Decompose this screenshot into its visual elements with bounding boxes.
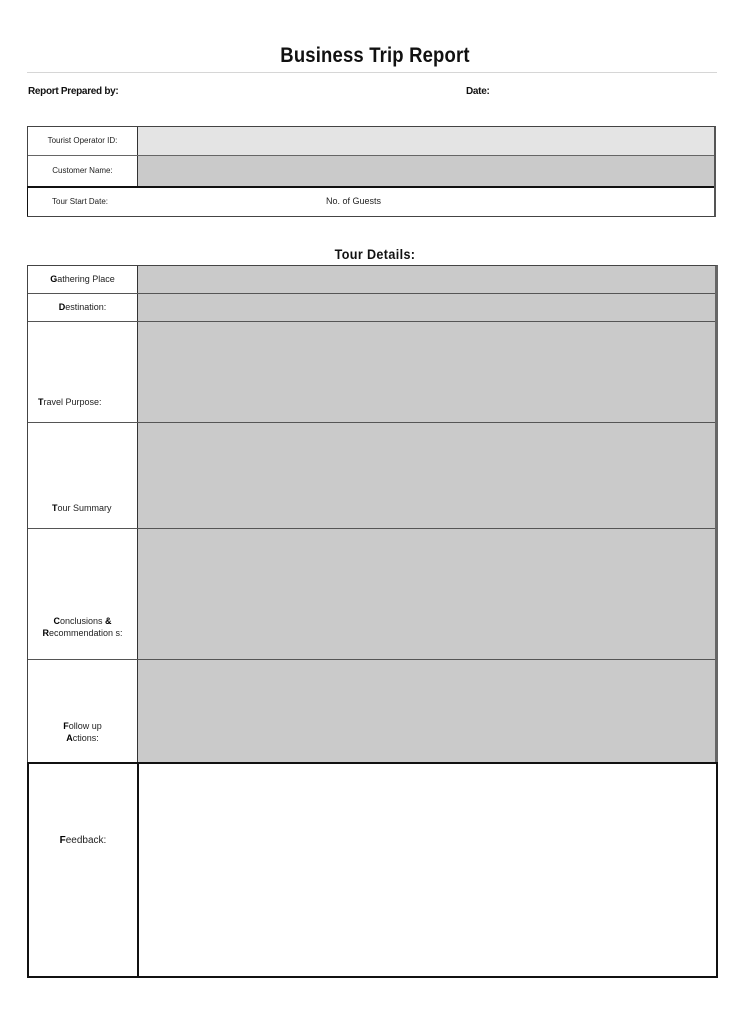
tourist-operator-id-row xyxy=(28,127,714,156)
feedback-label: Feedback: xyxy=(29,764,139,976)
tourist-operator-id-field[interactable] xyxy=(138,127,714,155)
feedback-field[interactable] xyxy=(139,764,716,976)
info-table xyxy=(27,126,716,217)
prepared-by-label: Report Prepared by: xyxy=(28,86,119,97)
report-title: Business Trip Report xyxy=(280,44,470,67)
no-of-guests-label: No. of Guests xyxy=(326,196,382,206)
follow-up-label: Follow up Actions: xyxy=(28,660,138,762)
gathering-place-row xyxy=(28,266,715,294)
tour-summary-field[interactable] xyxy=(138,423,715,528)
customer-name-row xyxy=(28,156,714,186)
destination-field[interactable] xyxy=(138,294,715,321)
feedback-row xyxy=(29,764,716,976)
follow-up-row xyxy=(28,660,715,763)
destination-row xyxy=(28,294,715,322)
gathering-place-field[interactable] xyxy=(138,266,715,293)
conclusions-row xyxy=(28,529,715,660)
tour-start-date-label: Tour Start Date: xyxy=(52,197,109,206)
tourist-operator-id-label: Tourist Operator ID: xyxy=(28,127,138,155)
tour-start-row[interactable] xyxy=(27,186,714,216)
travel-purpose-row xyxy=(28,322,715,423)
date-label: Date: xyxy=(466,86,490,97)
travel-purpose-field[interactable] xyxy=(138,322,715,422)
follow-up-field[interactable] xyxy=(138,660,715,762)
customer-name-field[interactable] xyxy=(138,156,714,186)
customer-name-label: Customer Name: xyxy=(28,156,138,186)
travel-purpose-label: Travel Purpose: xyxy=(28,322,138,422)
tour-summary-label: Tour Summary xyxy=(28,423,138,528)
tour-summary-row xyxy=(28,423,715,529)
conclusions-label: Conclusions & Recommendation s: xyxy=(28,529,138,659)
destination-label: Destination: xyxy=(28,294,138,321)
conclusions-field[interactable] xyxy=(138,529,715,659)
gathering-place-label: Gathering Place xyxy=(28,266,138,293)
title-divider xyxy=(27,72,717,73)
feedback-table xyxy=(27,762,718,978)
tour-details-table xyxy=(27,265,718,763)
tour-details-heading: Tour Details: xyxy=(334,246,416,262)
